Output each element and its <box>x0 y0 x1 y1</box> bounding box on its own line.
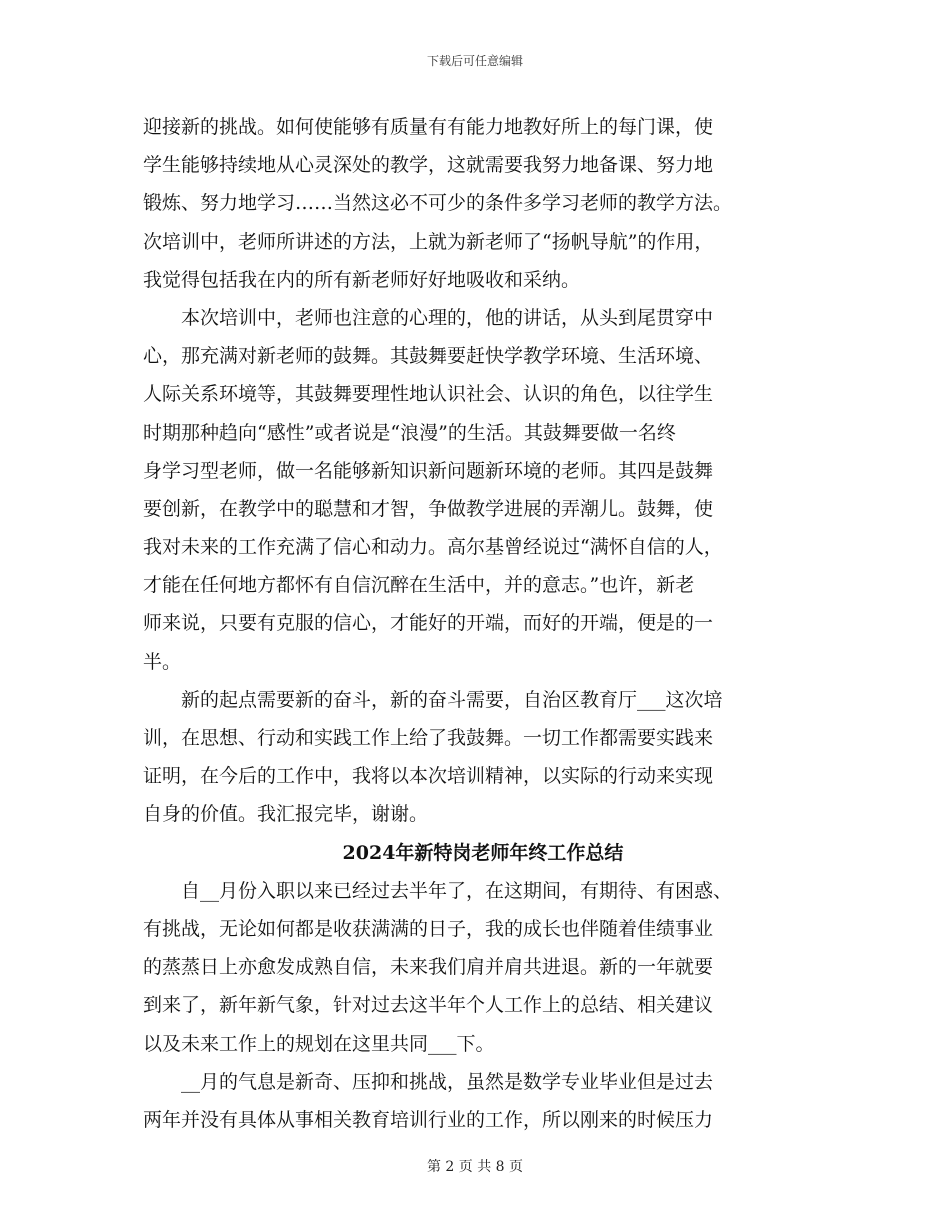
text-line: 才能在任何地方都怀有自信沉醉在生活中，并的意志。”也许，新老 <box>143 574 695 597</box>
page-header: 下载后可任意编辑 <box>426 54 523 68</box>
text-line: 半。 <box>143 650 182 673</box>
text-line: 人际关系环境等，其鼓舞要理性地认识社会、认识的角色，以往学生 <box>143 383 714 406</box>
text-line: 的蒸蒸日上亦愈发成熟自信，未来我们肩并肩共进退。新的一年就要 <box>143 956 714 979</box>
text-line: 以及未来工作上的规划在这里共同___下。 <box>143 1032 495 1055</box>
text-line: 两年并没有具体从事相关教育培训行业的工作，所以刚来的时候压力 <box>143 1108 714 1131</box>
text-line: 师来说，只要有克服的信心，才能好的开端，而好的开端，便是的一 <box>143 612 714 635</box>
text-line: 我对未来的工作充满了信心和动力。高尔基曾经说过“满怀自信的人， <box>143 536 723 559</box>
text-line: 次培训中，老师所讲述的方法，上就为新老师了“扬帆导航”的作用， <box>143 230 714 253</box>
text-line: 身学习型老师，做一名能够新知识新问题新环境的老师。其四是鼓舞 <box>143 459 714 482</box>
text-line: 有挑战，无论如何都是收获满满的日子，我的成长也伴随着佳绩事业 <box>143 917 714 940</box>
paragraph-start-line: 本次培训中，老师也注意的心理的，他的讲话，从头到尾贯穿中 <box>181 306 714 329</box>
text-line: 学生能够持续地从心灵深处的教学，这就需要我努力地备课、努力地 <box>143 154 714 177</box>
paragraph-start-line: 自__月份入职以来已经过去半年了，在这期间，有期待、有困惑、 <box>181 879 733 902</box>
page-footer: 第 2 页 共 8 页 <box>426 1159 524 1175</box>
paragraph-start-line: __月的气息是新奇、压抑和挑战，虽然是数学专业毕业但是过去 <box>181 1070 714 1093</box>
text-line: 时期那种趋向“感性”或者说是“浪漫”的生活。其鼓舞要做一名终 <box>143 421 676 444</box>
text-line: 锻炼、努力地学习……当然这必不可少的条件多学习老师的教学方法。 <box>143 192 733 215</box>
document-body <box>143 108 815 1139</box>
text-line: 自身的价值。我汇报完毕，谢谢。 <box>143 803 429 826</box>
paragraph-start-line: 新的起点需要新的奋斗，新的奋斗需要，自治区教育厅___这次培 <box>181 688 723 711</box>
text-line: 我觉得包括我在内的所有新老师好好地吸收和采纳。 <box>143 268 581 291</box>
text-line: 证明，在今后的工作中，我将以本次培训精神，以实际的行动来实现 <box>143 765 714 788</box>
text-line: 心，那充满对新老师的鼓舞。其鼓舞要赶快学教学环境、生活环境、 <box>143 345 714 368</box>
text-line: 训，在思想、行动和实践工作上给了我鼓舞。一切工作都需要实践来 <box>143 727 714 749</box>
text-line: 到来了，新年新气象，针对过去这半年个人工作上的总结、相关建议 <box>143 994 714 1017</box>
text-line: 要创新，在教学中的聪慧和才智，争做教学进展的弄潮儿。鼓舞，使 <box>143 497 714 520</box>
text-line: 迎接新的挑战。如何使能够有质量有有能力地教好所上的每门课，使 <box>143 116 714 138</box>
section-title: 2024年新特岗老师年终工作总结 <box>342 841 624 864</box>
